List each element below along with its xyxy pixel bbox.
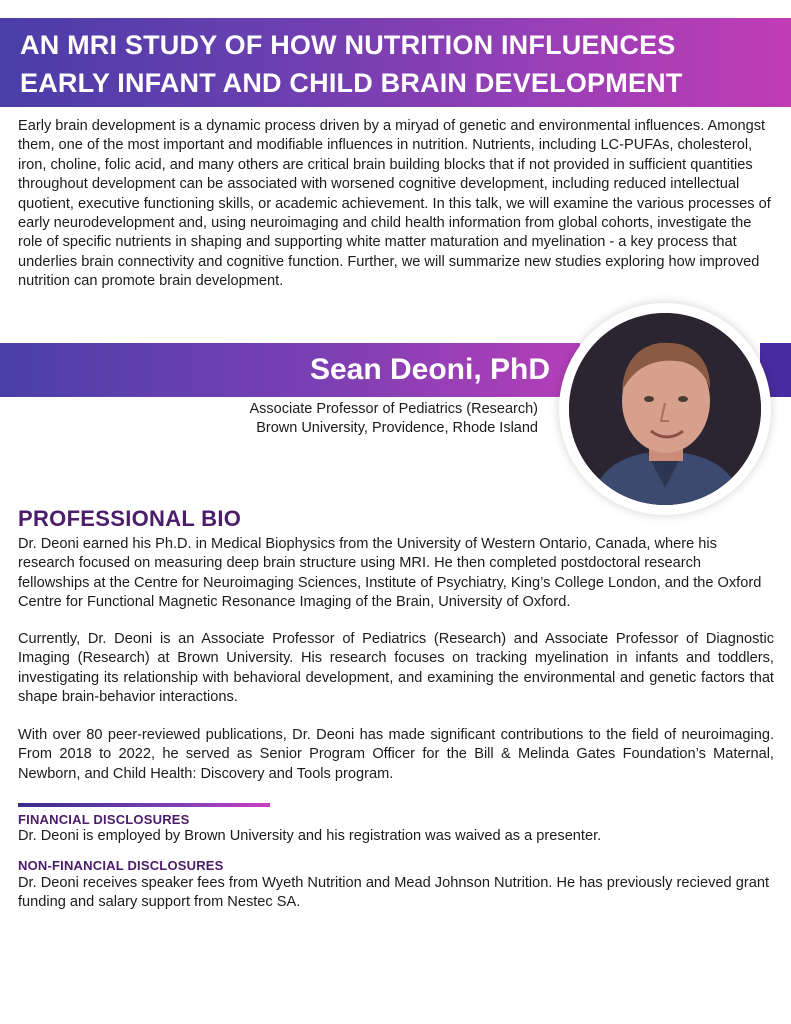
nonfinancial-disclosures-text: Dr. Deoni receives speaker fees from Wyeth Nutrition and Mead Johnson Nutrition. He has previously recieved grant funding and salary support from Nestec SA. [18,875,769,910]
professional-bio-heading: PROFESSIONAL BIO [18,506,242,531]
speaker-institution: Brown University, Providence, Rhode Island [256,420,538,436]
speaker-affiliation [180,400,538,438]
bio-paragraph-3: With over 80 peer-reviewed publications, Dr. Deoni has made significant contributions to the field of neuroimaging. From 2018 to 2022, he served as Senior Program Officer for the Bill & Melinda Gates Foundation’s Maternal, Newborn, and Child Health: Discovery and Tools program. [18,727,774,782]
bio-paragraph-2: Currently, Dr. Deoni is an Associate Professor of Pediatrics (Research) and Associate Professor of Diagnostic Imaging (Research) at Brown University. His research focuses on tracking myelination in infants and toddlers, investigating its relationship with behavioral development, and examining the environmental and genetic factors that shape brain-behavior interactions. [18,631,774,706]
speaker-portrait-illustration [569,313,761,505]
abstract-text: Early brain development is a dynamic process driven by a miryad of genetic and environmental influences. Amongst them, one of the most important and modifiable influences in nutrition. Nutrients, including LC-PUFAs, cholesterol, iron, choline, folic acid, and many others are critical brain building blocks that if not provided in sufficient quantities throughout development can be associated with worsened cognitive development, including reduced intellectual quotient, executive functioning skills, or academic achievement. In this talk, we will examine the various processes of early neurodevelopment and, using neuroimaging and child health information from global cohorts, investigate the role of specific nutrients in shaping and supporting white matter maturation and myelination - a key process that underlies brain connectivity and cognitive function. Further, we will summarize new studies exploring how improved nutrition can promote brain development. [18,118,771,290]
disclosures-divider [18,803,270,807]
financial-disclosures-text: Dr. Deoni is employed by Brown University and his registration was waived as a presenter. [18,828,602,844]
title-line-1: AN MRI STUDY OF HOW NUTRITION INFLUENCES [20,30,676,60]
financial-disclosures-heading: FINANCIAL DISCLOSURES [18,812,190,827]
title-line-2: EARLY INFANT AND CHILD BRAIN DEVELOPMENT [20,68,683,98]
speaker-photo [569,313,761,505]
bio-paragraph-1: Dr. Deoni earned his Ph.D. in Medical Biophysics from the University of Western Ontario, Canada, where his research focused on measuring deep brain structure using MRI. He then completed postdoctoral research fellowships at the Centre for Neuroimaging Sciences, Institute of Psychiatry, King’s College London, and the Oxford Centre for Functional Magnetic Resonance Imaging of the Brain, University of Oxford. [18,536,762,611]
speaker-name: Sean Deoni, PhD [309,353,550,386]
nonfinancial-disclosures-heading: NON-FINANCIAL DISCLOSURES [18,858,224,873]
page-title [20,26,780,102]
speaker-title: Associate Professor of Pediatrics (Research) [249,401,538,417]
